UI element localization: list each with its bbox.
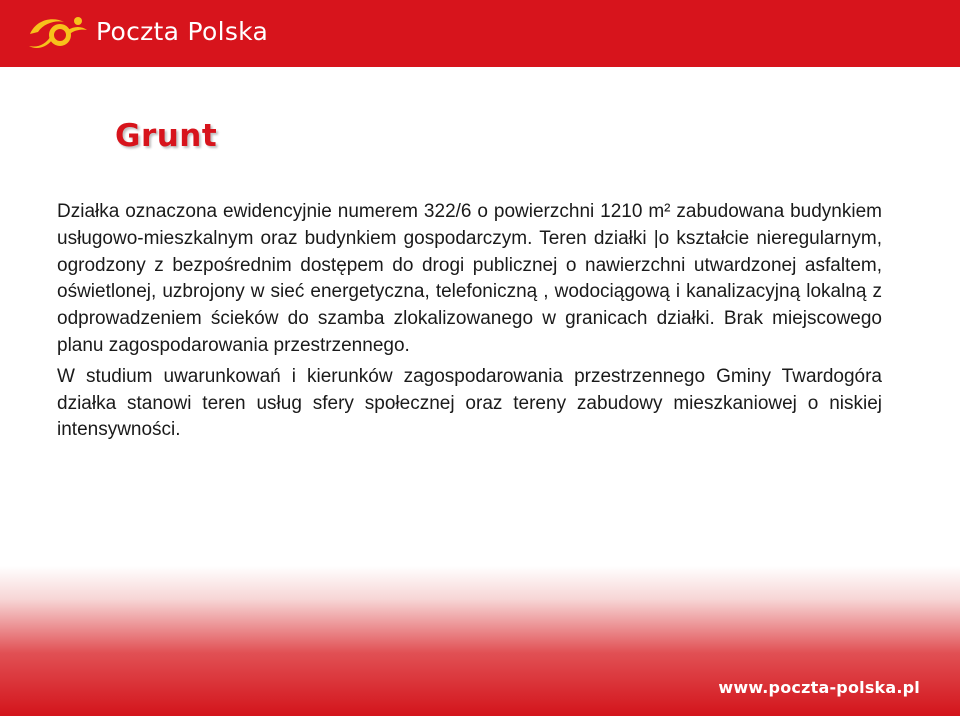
paragraph-zoning-study: W studium uwarunkowań i kierunków zagospodarowania przestrzennego Gminy Twardogóra działka stanowi teren usług sfery społecznej oraz tereny zabudowy mieszkaniowej o niskiej intensywności. bbox=[57, 365, 882, 441]
footer-band bbox=[0, 566, 960, 716]
paragraph-plot-description: Działka oznaczona ewidencyjnie numerem 322/6 o powierzchni 1210 m² zabudowana budynkiem usługowo-mieszkalnym oraz budynkiem gospodarczym. Teren działki |o kształcie nieregularnym, ogrodzony z bezpośrednim dostępem do drogi publicznej o nawierzchni utwardzonej asfaltem, oświetlonej, uzbrojony w sieć energetyczna, telefoniczną , wodociągową i kanalizacyjną lokalną z odprowadzeniem ścieków do szamba zlokalizowanego w granicach działki. Brak miejscowego planu zagospodarowania przestrzennego. bbox=[57, 201, 882, 356]
slide-body bbox=[57, 199, 882, 444]
slide-title: Grunt bbox=[115, 118, 218, 154]
brand-name: Poczta Polska bbox=[96, 17, 269, 46]
header-band bbox=[0, 0, 960, 67]
post-horn-logo-icon bbox=[26, 10, 90, 56]
footer-url: www.poczta-polska.pl bbox=[718, 678, 920, 697]
